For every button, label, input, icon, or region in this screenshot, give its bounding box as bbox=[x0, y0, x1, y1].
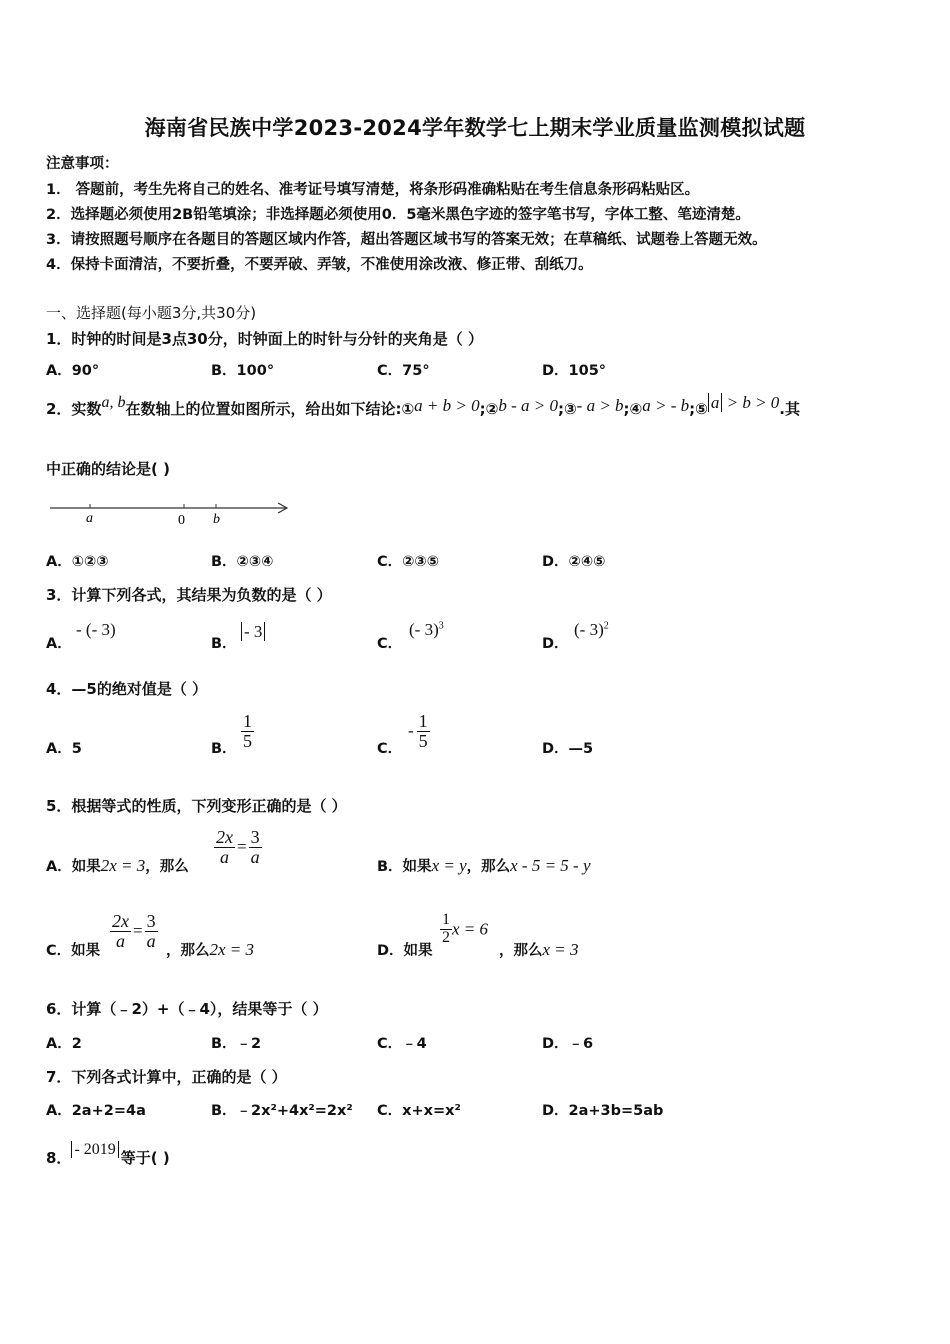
q5-c-fraction-left bbox=[110, 912, 131, 951]
q2-suffix: .其 bbox=[779, 400, 800, 418]
q5-c-tail bbox=[166, 939, 254, 960]
q5-b-result: x - 5 = 5 - y bbox=[510, 856, 591, 875]
q3-option-c-exp: 3 bbox=[438, 620, 444, 632]
q2-conclusion-3: - a > b bbox=[576, 396, 624, 415]
fraction-numerator: 3 bbox=[250, 827, 260, 847]
q4-option-c-label: C． bbox=[377, 741, 403, 757]
fraction-numerator: 1 bbox=[442, 911, 450, 928]
q5-c-result: 2x = 3 bbox=[209, 940, 255, 959]
q4-option-b-fraction bbox=[241, 712, 254, 751]
q4-option-c-fraction bbox=[417, 712, 430, 751]
q2-vars: a, b bbox=[101, 394, 126, 411]
fraction-numerator: 3 bbox=[146, 911, 156, 931]
q3-option-d-expr: (- 3) bbox=[574, 620, 604, 639]
note-item: 2．选择题必须使用2B铅笔填涂；非选择题必须使用0．5毫米黑色字迹的签字笔书写，字体工整、笔迹清楚。 bbox=[46, 207, 750, 223]
q2-mid: 在数轴上的位置如图所示，给出如下结论: bbox=[125, 400, 402, 418]
fraction-denominator: a bbox=[146, 930, 156, 951]
q5-c-label: C．如果 bbox=[46, 943, 101, 959]
q2-option-d: D．②④⑤ bbox=[542, 554, 606, 570]
q2-c2-mark: ;② bbox=[479, 400, 499, 418]
q5-d-tail bbox=[499, 939, 579, 960]
question-8-stem bbox=[46, 1141, 170, 1168]
q5-a-result bbox=[214, 828, 262, 867]
q5-d-fraction bbox=[440, 912, 452, 947]
q2-conclusion-1: a + b > 0 bbox=[414, 396, 480, 415]
fraction-numerator: 1 bbox=[243, 711, 252, 731]
q5-option-b bbox=[377, 855, 591, 876]
q2-option-a: A．①②③ bbox=[46, 554, 109, 570]
fraction-denominator: a bbox=[220, 846, 229, 867]
q5-d-result: x = 3 bbox=[542, 940, 579, 959]
q3-option-b-expr: - 3 bbox=[241, 622, 265, 641]
q5-option-d bbox=[377, 939, 433, 960]
page-title: 海南省民族中学2023-2024学年数学七上期末学业质量监测模拟试题 bbox=[144, 116, 806, 140]
notes-heading: 注意事项： bbox=[46, 156, 119, 172]
q5-d-cond bbox=[440, 912, 488, 947]
question-4-stem: 4．—5的绝对值是（ ） bbox=[46, 680, 208, 698]
q2-c5-mark: ;⑤ bbox=[689, 400, 708, 418]
axis-label-b: b bbox=[213, 512, 220, 527]
q5-option-c bbox=[46, 939, 100, 960]
q5-d-then: ，那么 bbox=[499, 943, 543, 959]
question-5-stem: 5．根据等式的性质，下列变形正确的是（ ） bbox=[46, 797, 347, 815]
q7-option-c: C．x+x=x² bbox=[377, 1103, 461, 1119]
q2-prefix: 2．实数 bbox=[46, 400, 102, 418]
q2-conclusion-4: a > - b bbox=[642, 396, 690, 415]
q5-option-a bbox=[46, 855, 189, 876]
q7-option-d: D．2a+3b=5ab bbox=[542, 1103, 664, 1119]
q3-option-c-label: C． bbox=[377, 636, 403, 652]
equals-sign: = bbox=[133, 921, 143, 941]
q5-b-then: ，那么 bbox=[466, 859, 511, 875]
q1-option-d: D．105° bbox=[542, 363, 607, 379]
equals-sign: = bbox=[237, 837, 247, 857]
question-2-stem bbox=[46, 393, 800, 419]
question-1-stem: 1．时钟的时间是3点30分，时钟面上的时针与分针的夹角是（ ） bbox=[46, 330, 483, 348]
fraction-denominator: 5 bbox=[418, 730, 428, 751]
q8-prefix: 8． bbox=[46, 1149, 72, 1167]
q3-option-a-label: A． bbox=[46, 636, 72, 652]
question-3-stem: 3．计算下列各式，其结果为负数的是（ ） bbox=[46, 586, 332, 604]
axis-label-a: a bbox=[86, 511, 93, 526]
note-item: 4．保持卡面清洁，不要折叠，不要弄破、弄皱，不准使用涂改液、修正带、刮纸刀。 bbox=[46, 257, 593, 273]
q1-option-c: C．75° bbox=[377, 363, 430, 379]
q3-option-b-label: B． bbox=[211, 636, 237, 652]
q7-option-b: B．﹣2x²+4x²=2x² bbox=[211, 1103, 353, 1119]
q5-d-cond-eq: x = 6 bbox=[452, 919, 489, 939]
q2-c5-abs: a bbox=[708, 393, 723, 412]
q8-suffix: 等于( ) bbox=[120, 1149, 170, 1167]
fraction-numerator: 1 bbox=[418, 711, 428, 731]
q4-option-b-label: B． bbox=[211, 741, 237, 757]
q2-conclusion-2: b - a > 0 bbox=[498, 396, 558, 415]
q5-c-cond bbox=[110, 912, 158, 951]
q2-option-b: B．②③④ bbox=[211, 554, 274, 570]
q8-abs-value: - 2019 bbox=[71, 1141, 118, 1158]
q4-option-d: D．—5 bbox=[542, 741, 594, 757]
q5-a-fraction-left bbox=[214, 828, 235, 867]
q6-option-a: A．2 bbox=[46, 1036, 82, 1052]
q2-c3-mark: ;③ bbox=[557, 400, 577, 418]
q6-option-d: D．﹣6 bbox=[542, 1036, 594, 1052]
fraction-denominator: 5 bbox=[243, 730, 252, 751]
fraction-denominator: a bbox=[116, 930, 125, 951]
question-7-stem: 7．下列各式计算中，正确的是（ ） bbox=[46, 1068, 287, 1086]
q7-option-a: A．2a+2=4a bbox=[46, 1103, 146, 1119]
fraction-numerator: 2x bbox=[112, 911, 129, 931]
question-2-line2: 中正确的结论是( ) bbox=[46, 460, 170, 478]
q5-a-cond: 2x = 3 bbox=[100, 856, 146, 875]
q5-c-fraction-right bbox=[145, 912, 158, 951]
q5-b-label: B．如果 bbox=[377, 859, 432, 875]
fraction-numerator: 2x bbox=[216, 827, 233, 847]
q1-option-a: A．90° bbox=[46, 363, 100, 379]
q2-c1-mark: ① bbox=[401, 400, 415, 418]
q4-option-c-sign: - bbox=[408, 721, 414, 741]
q3-option-d-label: D． bbox=[542, 636, 569, 652]
fraction-denominator: 2 bbox=[442, 928, 450, 946]
q5-a-label: A．如果 bbox=[46, 859, 101, 875]
q3-option-c-expr: (- 3) bbox=[409, 620, 439, 639]
q5-a-then: ，那么 bbox=[145, 859, 189, 875]
fraction-denominator: a bbox=[250, 846, 260, 867]
question-6-stem: 6．计算（﹣2）+（﹣4），结果等于（ ） bbox=[46, 1000, 328, 1018]
q5-a-fraction-right bbox=[249, 828, 262, 867]
axis-label-zero: 0 bbox=[178, 513, 185, 528]
q4-option-a: A．5 bbox=[46, 741, 82, 757]
q6-option-c: C．﹣4 bbox=[377, 1036, 427, 1052]
section-heading: 一、选择题(每小题3分,共30分) bbox=[46, 304, 257, 322]
q5-c-then: ，那么 bbox=[166, 943, 210, 959]
q5-b-cond: x = y bbox=[431, 856, 467, 875]
q2-conclusion-5: > b > 0 bbox=[722, 393, 780, 412]
q2-c4-mark: ;④ bbox=[623, 400, 643, 418]
q5-d-label: D．如果 bbox=[377, 943, 433, 959]
q3-option-a-expr: - (- 3) bbox=[76, 620, 116, 639]
note-item: 1． 答题前，考生先将自己的姓名、准考证号填写清楚，将条形码准确粘贴在考生信息条形码粘贴区。 bbox=[46, 182, 700, 198]
q2-number-line bbox=[46, 495, 296, 531]
q6-option-b: B．﹣2 bbox=[211, 1036, 262, 1052]
q3-option-d-exp: 2 bbox=[603, 620, 609, 632]
note-item: 3．请按照题号顺序在各题目的答题区域内作答，超出答题区域书写的答案无效；在草稿纸、试题卷上答题无效。 bbox=[46, 232, 767, 248]
q2-option-c: C．②③⑤ bbox=[377, 554, 439, 570]
q1-option-b: B．100° bbox=[211, 363, 275, 379]
